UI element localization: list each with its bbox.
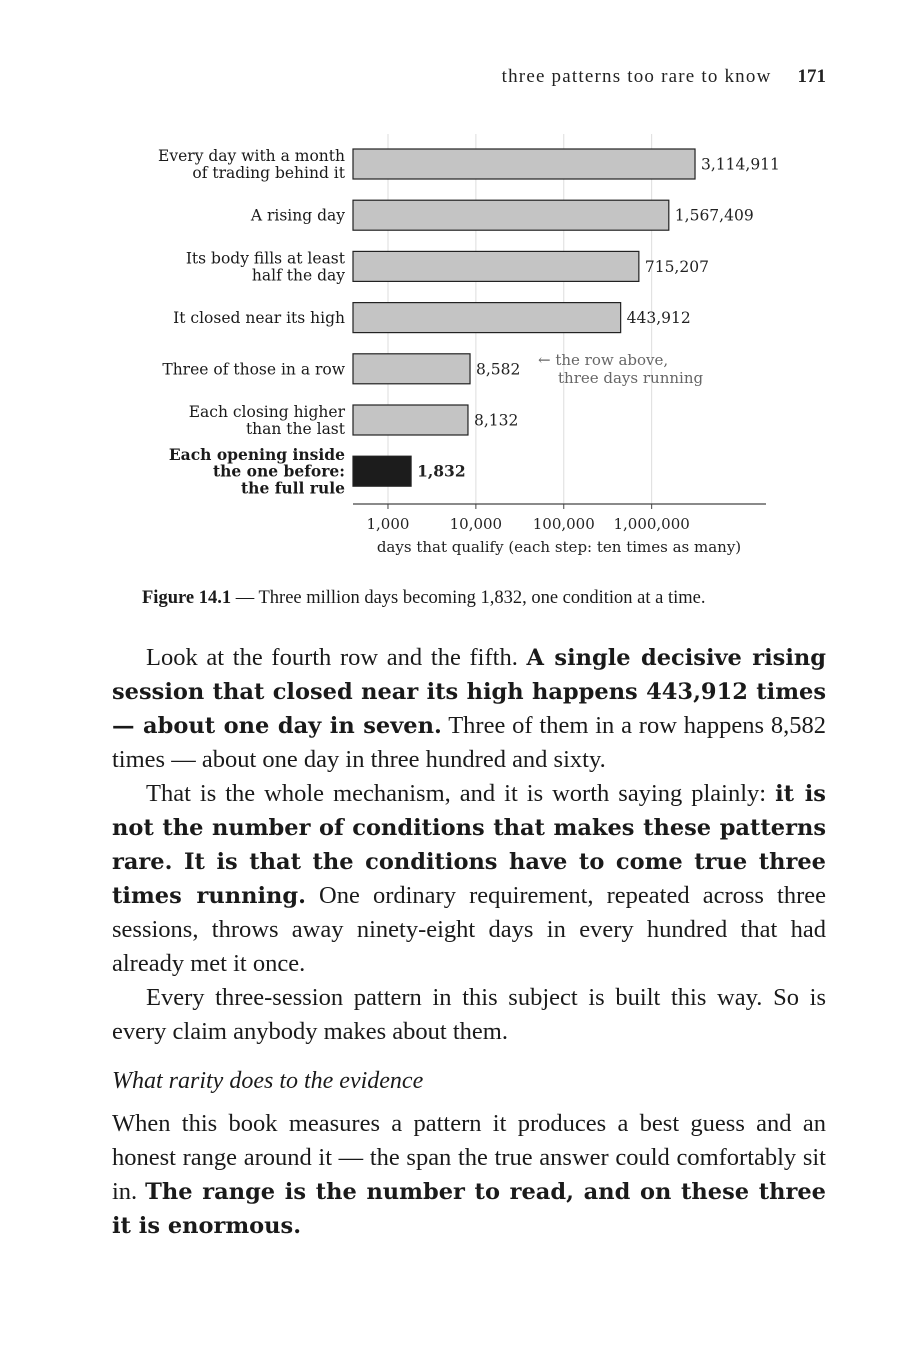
bar bbox=[353, 251, 639, 281]
value-label: 3,114,911 bbox=[701, 155, 780, 174]
text-span: When this book measures a pattern it produces a best guess and an honest range around it — the span the true answer could comfortably sit in. bbox=[112, 1110, 826, 1205]
category-label: Three of those in a row bbox=[162, 360, 345, 379]
value-label: 8,582 bbox=[476, 360, 521, 379]
x-tick-label: 10,000 bbox=[449, 515, 503, 533]
paragraph bbox=[112, 641, 826, 777]
category-label: the one before: bbox=[212, 461, 345, 481]
x-axis-label: days that qualify (each step: ten times as many) bbox=[376, 538, 742, 556]
figure-caption bbox=[142, 588, 842, 609]
section-subheading: What rarity does to the evidence bbox=[112, 1068, 424, 1094]
value-label: 715,207 bbox=[644, 257, 709, 276]
x-tick-label: 1,000 bbox=[366, 515, 410, 533]
body-text bbox=[112, 641, 826, 1049]
x-axis bbox=[353, 504, 766, 556]
category-label: Its body fills at least bbox=[185, 249, 345, 268]
running-head-title: three patterns too rare to know bbox=[501, 66, 772, 87]
category-label: Each closing higher bbox=[188, 403, 345, 422]
paragraph bbox=[112, 777, 826, 981]
bold-span: The range is the number to read, and on these three it is enormous. bbox=[112, 1179, 826, 1239]
text-span: Three of them in a row happens 8,582 times — about one day in three hundred and sixty. bbox=[112, 712, 826, 773]
running-head bbox=[0, 66, 826, 88]
paragraph bbox=[112, 1107, 826, 1243]
bold-span: A single decisive rising session that closed near its high happens 443,912 times — about one day in seven. bbox=[112, 645, 826, 739]
bars bbox=[353, 149, 780, 486]
bar bbox=[353, 354, 470, 384]
body-text-after bbox=[112, 1107, 826, 1243]
value-label: 1,567,409 bbox=[674, 206, 754, 225]
bar bbox=[353, 303, 621, 333]
text-span: That is the whole mechanism, and it is worth saying plainly: bbox=[146, 780, 776, 807]
value-label: 443,912 bbox=[626, 309, 691, 328]
text-span: Look at the fourth row and the fifth. bbox=[146, 644, 527, 671]
category-label: Each opening inside bbox=[168, 444, 345, 464]
text-span: One ordinary requirement, repeated across three sessions, throws away ninety-eight days in every hundred that had already met it once. bbox=[112, 882, 826, 977]
x-tick-label: 1,000,000 bbox=[613, 515, 690, 533]
paragraph bbox=[112, 981, 826, 1049]
bar-chart bbox=[0, 120, 900, 570]
category-label: than the last bbox=[245, 419, 345, 438]
category-label: Every day with a month bbox=[158, 147, 345, 166]
bar bbox=[353, 200, 669, 230]
page-number: 171 bbox=[797, 66, 826, 87]
annotation-line: ← the row above, bbox=[538, 350, 669, 369]
category-label: half the day bbox=[251, 266, 345, 285]
x-tick-label: 100,000 bbox=[532, 515, 595, 533]
value-label: 8,132 bbox=[473, 411, 519, 430]
category-labels bbox=[158, 147, 346, 497]
category-label: of trading behind it bbox=[192, 163, 345, 182]
category-label: the full rule bbox=[241, 478, 345, 498]
bar bbox=[353, 149, 695, 179]
bold-span: it is not the number of conditions that makes these patterns rare. It is that the conditions have to come true three times running. bbox=[112, 781, 826, 909]
bar bbox=[353, 405, 468, 435]
value-label: 1,832 bbox=[417, 461, 466, 481]
figure-caption-text: — Three million days becoming 1,832, one condition at a time. bbox=[231, 588, 706, 608]
bar bbox=[353, 456, 411, 486]
annotation-line: three days running bbox=[558, 368, 704, 387]
text-span: Every three-session pattern in this subject is built this way. So is every claim anybody makes about them. bbox=[112, 984, 826, 1045]
figure-label: Figure 14.1 bbox=[142, 588, 232, 608]
category-label: A rising day bbox=[250, 206, 345, 225]
category-label: It closed near its high bbox=[173, 309, 345, 328]
